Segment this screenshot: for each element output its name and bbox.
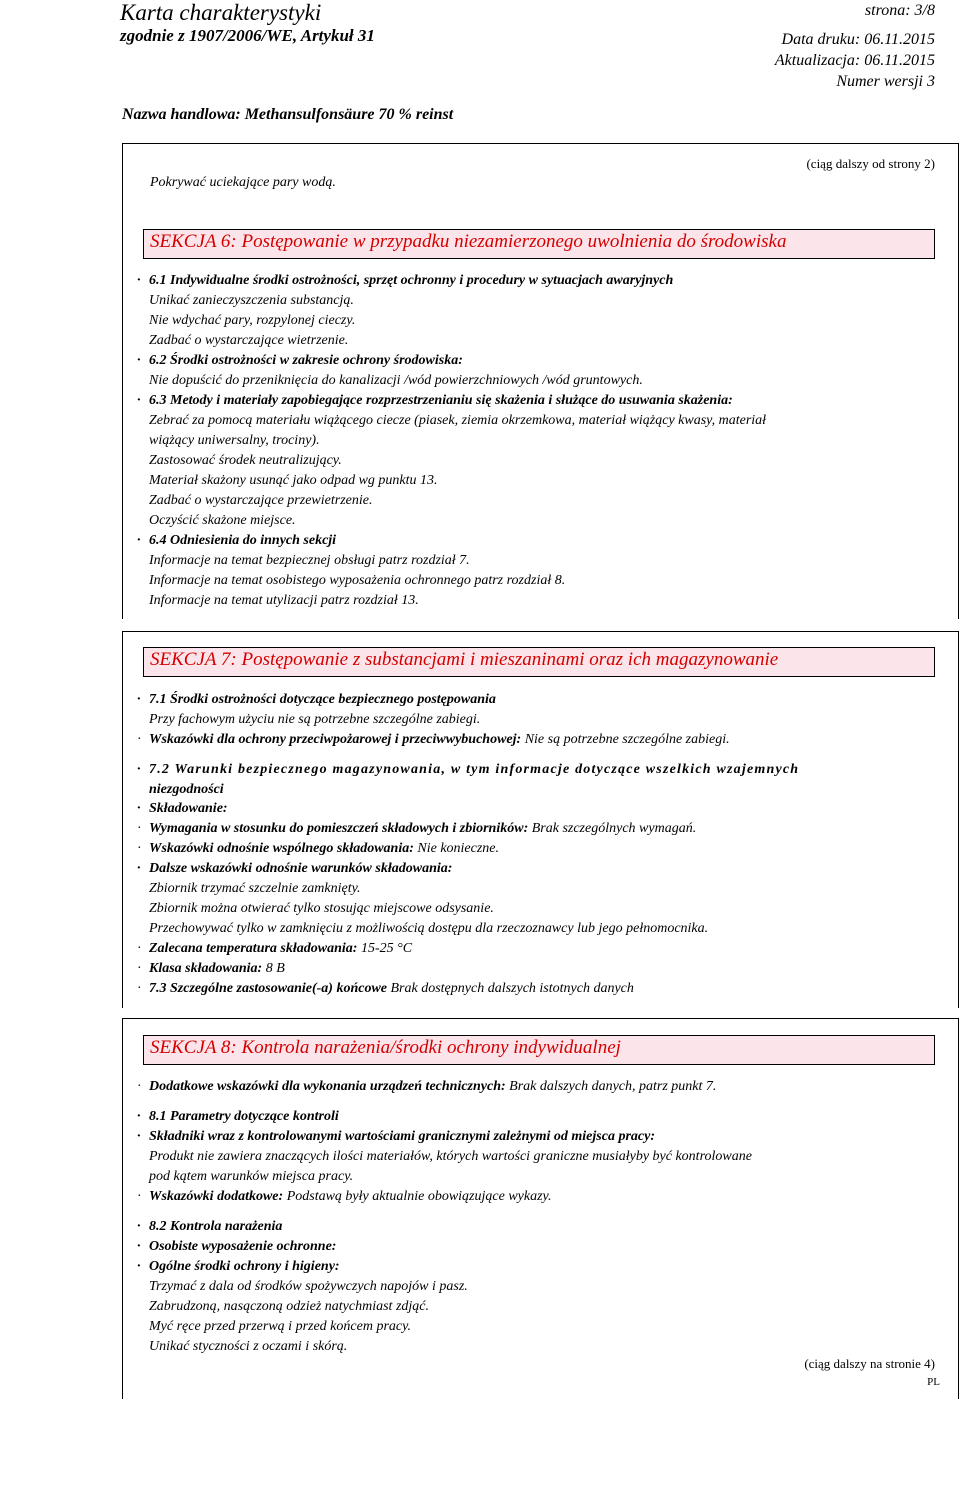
h-6-4: · 6.4 Odniesienia do innych sekcji [137,533,337,548]
update-date: Aktualizacja: 06.11.2015 [774,52,935,69]
continued-from: (ciąg dalszy od strony 2) [806,156,935,171]
text-line: Zebrać za pomocą materiału wiążącego ciecze (piasek, ziemia okrzemkowa, materiał wiążący kwasy, materiał [149,413,767,428]
text-line: Informacje na temat utylizacji patrz rozdział 13. [149,593,419,608]
kv-line: · Ogólne środki ochrony i higieny: [137,1259,340,1274]
text-line: Informacje na temat osobistego wyposażenia ochronnego patrz rozdział 8. [149,573,566,588]
text-line: wiążący uniwersalny, trociny). [149,433,320,448]
text-line: Nie wdychać pary, rozpylonej cieczy. [149,313,356,328]
h-7-2: · 7.2 Warunki bezpiecznego magazynowania, w tym informacje dotyczące wszelkich wzajemnych [137,762,800,777]
text-line: Przechowywać tylko w zamknięciu z możliwością dostępu dla rzeczoznawcy lub jego pełnomocnika. [149,921,709,936]
text-line: Materiał skażony usunąć jako odpad wg punktu 13. [149,473,438,488]
text-line: Zabrudzoną, nasączoną odzież natychmiast zdjąć. [149,1299,429,1314]
kv-line: · Zalecana temperatura składowania: 15-25 °C [137,941,413,956]
kv-line: · Osobiste wyposażenie ochronne: [137,1239,337,1254]
kv-line: · Wskazówki odnośnie wspólnego składowania: Nie konieczne. [137,841,500,856]
print-date: Data druku: 06.11.2015 [781,31,935,48]
text-line: Produkt nie zawiera znaczących ilości materiałów, których wartości graniczne musiałyby być kontrolowane [149,1149,752,1164]
version-number: Numer wersji 3 [836,73,935,90]
pre-text: Pokrywać uciekające pary wodą. [150,175,336,190]
trade-name: Nazwa handlowa: Methansulfonsäure 70 % reinst [122,106,454,123]
text-line: pod kątem warunków miejsca pracy. [149,1169,354,1184]
text-line: niezgodności [149,782,224,797]
text-line: Unikać zanieczyszczenia substancją. [149,293,354,308]
continued-to: (ciąg dalszy na stronie 4) [804,1356,935,1371]
regulation-subtitle: zgodnie z 1907/2006/WE, Artykuł 31 [120,26,375,45]
text-line: Zadbać o wystarczające przewietrzenie. [149,493,373,508]
document-title: Karta charakterystyki [120,0,322,25]
text-line: Przy fachowym użyciu nie są potrzebne szczególne zabiegi. [149,712,481,727]
section-6-header [143,229,935,259]
text-line: Zbiornik można otwierać tylko stosując miejscowe odsysanie. [149,901,494,916]
kv-line: · Wymagania w stosunku do pomieszczeń składowych i zbiorników: Brak szczególnych wymagań. [137,821,697,836]
text-line: Unikać styczności z oczami i skórą. [149,1339,348,1354]
kv-line: · Dalsze wskazówki odnośnie warunków składowania: [137,861,453,876]
kv-line: · Wskazówki dla ochrony przeciwpożarowej i przeciwwybuchowej: Nie są potrzebne szczególne zabiegi. [137,732,730,747]
h-6-3: · 6.3 Metody i materiały zapobiegające rozprzestrzenianiu się skażenia i służące do usuwania skażenia: [137,393,733,408]
text-line: Oczyścić skażone miejsce. [149,513,296,528]
language-code: PL [927,1376,940,1388]
kv-line: · Klasa składowania: 8 B [137,961,285,976]
page-number: strona: 3/8 [864,2,935,19]
kv-line: · 7.3 Szczególne zastosowanie(-a) końcowe Brak dostępnych dalszych istotnych danych [137,981,634,996]
text-line: Nie dopuścić do przeniknięcia do kanalizacji /wód powierzchniowych /wód gruntowych. [149,373,643,388]
text-line: Myć ręce przed przerwą i przed końcem pracy. [149,1319,412,1334]
h-8-2: · 8.2 Kontrola narażenia [137,1219,283,1234]
kv-line: · Wskazówki dodatkowe: Podstawą były aktualnie obowiązujące wykazy. [137,1189,552,1204]
text-line: Zastosować środek neutralizujący. [149,453,342,468]
section-8-title: SEKCJA 8: Kontrola narażenia/środki ochrony indywidualnej [150,1037,621,1058]
h-6-2: · 6.2 Środki ostrożności w zakresie ochrony środowiska: [137,353,463,368]
kv-line: · Składniki wraz z kontrolowanymi wartościami granicznymi zależnymi od miejsca pracy: [137,1129,655,1144]
text-line: Zbiornik trzymać szczelnie zamknięty. [149,881,361,896]
header-meta [775,0,935,92]
text-line: Zadbać o wystarczające wietrzenie. [149,333,349,348]
h-7-1: · 7.1 Środki ostrożności dotyczące bezpiecznego postępowania [137,692,496,707]
kv-line: · Składowanie: [137,801,228,816]
section-6-title: SEKCJA 6: Postępowanie w przypadku niezamierzonego uwolnienia do środowiska [150,231,787,252]
h-6-1: · 6.1 Indywidualne środki ostrożności, sprzęt ochronny i procedury w sytuacjach awaryjnych [137,273,674,288]
section-7-header [143,647,935,677]
text-line: Trzymać z dala od środków spożywczych napojów i pasz. [149,1279,468,1294]
h-8-1: · 8.1 Parametry dotyczące kontroli [137,1109,339,1124]
text-line: Informacje na temat bezpiecznej obsługi patrz rozdział 7. [149,553,470,568]
section-7-title: SEKCJA 7: Postępowanie z substancjami i mieszaninami oraz ich magazynowanie [150,649,779,670]
kv-line: · Dodatkowe wskazówki dla wykonania urządzeń technicznych: Brak dalszych danych, patrz punkt 7. [137,1079,717,1094]
section-8-header [143,1035,935,1065]
